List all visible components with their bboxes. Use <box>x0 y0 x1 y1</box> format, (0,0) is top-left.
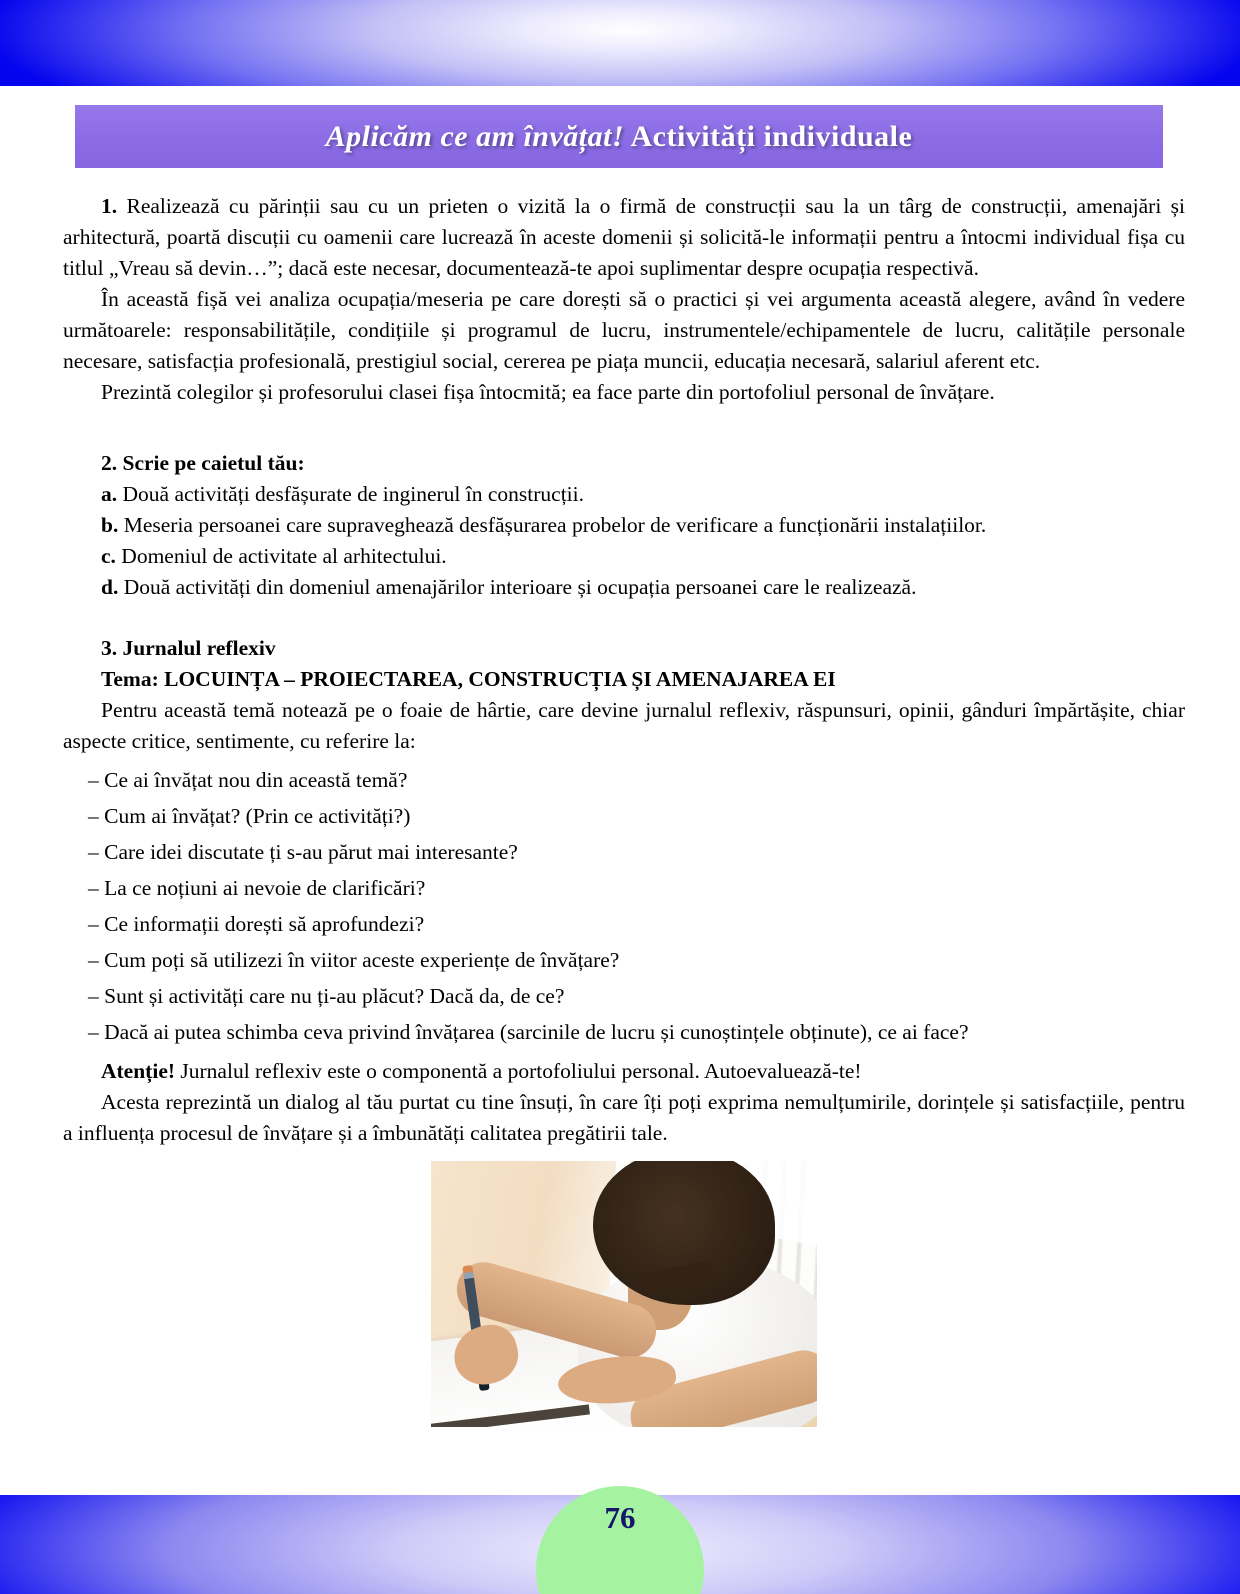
question-item: – Care idei discutate ți s-au părut mai interesante? <box>88 840 518 864</box>
page-title-regular-part: Activități individuale <box>624 119 913 153</box>
attention-paragraph-2: Acesta reprezintă un dialog al tău purtat cu tine însuți, în care îți poți exprima nemulțumirile, dorințele și satisfacțiile, pentru a influența procesul de învățare și a îmbunătăți calitatea pregătirii tale. <box>63 1090 1185 1145</box>
question-item: – Cum ai învățat? (Prin ce activități?) <box>88 804 411 828</box>
task3-heading: 3. Jurnalul reflexiv <box>101 636 276 660</box>
task2-heading: 2. Scrie pe caietul tău: <box>101 451 305 475</box>
task3-intro: Pentru această temă notează pe o foaie de hârtie, care devine jurnalul reflexiv, răspunsuri, opinii, gânduri împărtășite, chiar aspecte critice, sentimente, cu referire la: <box>63 698 1185 753</box>
question-item: – Sunt și activități care nu ți-au plăcut? Dacă da, de ce? <box>88 984 565 1008</box>
task1-paragraph-3: Prezintă colegilor și profesorului clasei fișa întocmită; ea face parte din portofoliul personal de învățare. <box>101 380 995 404</box>
attention-label: Atenție! <box>101 1059 176 1083</box>
list-item-c-label: c. <box>101 544 116 568</box>
section-header-bar <box>75 105 1163 168</box>
list-item-b-text: Meseria persoanei care supraveghează desfășurarea probelor de verificare a funcționării instalațiilor. <box>118 513 987 537</box>
attention-block <box>63 1056 1185 1149</box>
question-item: – Dacă ai putea schimba ceva privind învățarea (sarcinile de lucru și cunoștințele obținute), ce ai face? <box>88 1020 969 1044</box>
question-item: – Ce ai învățat nou din această temă? <box>88 768 408 792</box>
page-title-italic-part: Aplicăm ce am învățat! <box>325 119 625 153</box>
page-number-circle <box>536 1486 704 1594</box>
list-item-d-label: d. <box>101 575 119 599</box>
question-item: – La ce noțiuni ai nevoie de clarificări? <box>88 876 426 900</box>
question-item: – Ce informații dorești să aprofundezi? <box>88 912 425 936</box>
list-item-d <box>63 572 1185 603</box>
child-writing-photo <box>431 1161 817 1427</box>
page-title <box>326 120 913 154</box>
task1-paragraph <box>63 191 1185 284</box>
page-content <box>63 191 1185 1427</box>
reflective-question-list <box>63 765 1185 1048</box>
page-number: 76 <box>604 1500 636 1535</box>
list-item-b <box>63 510 1185 541</box>
attention-paragraph <box>63 1056 1185 1087</box>
task3-tema: Tema: LOCUINȚA – PROIECTAREA, CONSTRUCȚIA ȘI AMENAJAREA EI <box>101 667 836 691</box>
top-gradient-band <box>0 0 1240 86</box>
list-item-a <box>63 479 1185 510</box>
list-item-d-text: Două activități din domeniul amenajărilor interioare și ocupația persoanei care le realizează. <box>118 575 917 599</box>
task1-text: Realizează cu părinții sau cu un prieten o vizită la o firmă de construcții sau la un târg de construcții, amenajări și arhitectură, poartă discuții cu oamenii care lucrează în aceste domenii și solicită-le informații pentru a întocmi individual fișa cu titlul „Vreau să devin…”; dacă este necesar, documentează-te apoi suplimentar despre ocupația respectivă. <box>63 194 1185 280</box>
task1-number: 1. <box>101 194 118 218</box>
list-item-b-label: b. <box>101 513 119 537</box>
task1-paragraph-2: În această fișă vei analiza ocupația/meseria pe care dorești să o practici și vei argumenta această alegere, având în vedere următoarele: responsabilitățile, condițiile și programul de lucru, instrumentele/echipamentele de lucru, calitățile personale necesare, satisfacția profesională, prestigiul social, cererea pe piața muncii, educația necesară, salariul aferent etc. <box>63 287 1185 373</box>
list-item-c-text: Domeniul de activitate al arhitectului. <box>115 544 447 568</box>
list-item-c <box>63 541 1185 572</box>
list-item-a-text: Două activități desfășurate de inginerul în construcții. <box>117 482 585 506</box>
task2-section <box>63 448 1185 603</box>
list-item-a-label: a. <box>101 482 118 506</box>
question-item: – Cum poți să utilizezi în viitor aceste experiențe de învățare? <box>88 948 620 972</box>
task3-section <box>63 633 1185 1048</box>
attention-text: Jurnalul reflexiv este o componentă a portofoliului personal. Autoevaluează-te! <box>175 1059 862 1083</box>
